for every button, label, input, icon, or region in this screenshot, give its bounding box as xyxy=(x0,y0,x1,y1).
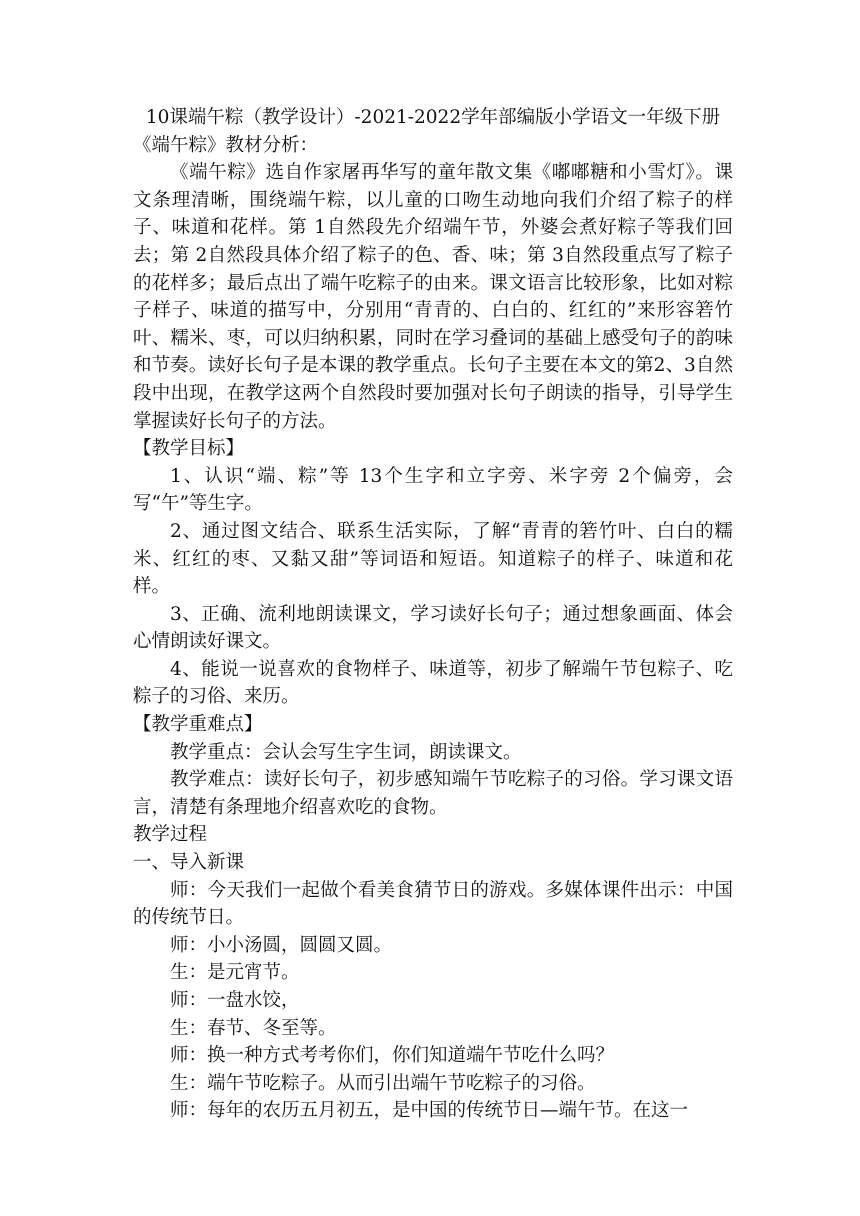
analysis-heading: 《端午粽》教材分析： xyxy=(133,134,319,156)
dialogue-line: 生：是元宵节。 xyxy=(170,962,300,984)
keypoints-heading: 【教学重难点】 xyxy=(133,714,263,736)
document-title: 10课端午粽（教学设计）-2021-2022学年部编版小学语文一年级下册 xyxy=(145,107,721,128)
goal-item-2: 2、通过图文结合、联系生活实际，了解“青青的箬竹叶、白白的糯米、红红的枣、又黏又甜”等词语和短语。知道粽子的样子、味道和花样。 xyxy=(133,520,733,598)
goal-item-4: 4、能说一说喜欢的食物样子、味道等，初步了解端午节包粽子、吃粽子的习俗、来历。 xyxy=(133,658,733,708)
analysis-paragraph: 《端午粽》选自作家屠再华写的童年散文集《嘟嘟糖和小雪灯》。课文条理清晰，围绕端午粽，以儿童的口吻生动地向我们介绍了粽子的样子、味道和花样。第 1自然段先介绍端午节，外婆会煮好粽子等我们回去；第 2自然段具体介绍了粽子的色、香、味；第 3自然段重点写了粽子的花样多；最后点出了端午吃粽子的由来。课文语言比较形象，比如对粽子样子、味道的描写中，分别用“青青的、白白的、红红的”来形容箬竹叶、糯米、枣，可以归纳积累，同时在学习叠词的基础上感受句子的韵味和节奏。读好长句子是本课的教学重点。长句子主要在本文的第2、3自然段中出现，在教学这两个自然段时要加强对长句子朗读的指导，引导学生掌握读好长句子的方法。 xyxy=(133,162,733,432)
goals-heading: 【教学目标】 xyxy=(133,438,245,460)
section-intro-heading: 一、导入新课 xyxy=(133,852,245,874)
keypoint-focus: 教学重点：会认会写生字生词，朗读课文。 xyxy=(170,741,522,763)
dialogue-line: 师：一盘水饺， xyxy=(170,990,300,1011)
dialogue-line: 师：换一种方式考考你们，你们知道端午节吃什么吗？ xyxy=(170,1045,615,1067)
process-heading: 教学过程 xyxy=(133,824,208,846)
dialogue-line: 师：每年的农历五月初五，是中国的传统节日—端午节。在这一 xyxy=(170,1100,689,1122)
dialogue-line: 师：今天我们一起做个看美食猜节日的游戏。多媒体课件出示：中国的传统节日。 xyxy=(133,879,733,929)
keypoint-difficulty: 教学难点：读好长句子，初步感知端午节吃粽子的习俗。学习课文语言，清楚有条理地介绍喜欢吃的食物。 xyxy=(133,769,733,818)
dialogue-line: 生：端午节吃粽子。从而引出端午节吃粽子的习俗。 xyxy=(170,1072,596,1094)
dialogue-line: 生：春节、冬至等。 xyxy=(170,1017,337,1039)
goal-item-1: 1、认识“端、粽”等 13个生字和立字旁、米字旁 2个偏旁，会写“午”等生字。 xyxy=(133,465,733,515)
document-page xyxy=(133,104,733,1125)
goal-item-3: 3、正确、流利地朗读课文，学习读好长句子；通过想象画面、体会心情朗读好课文。 xyxy=(133,603,733,653)
dialogue-line: 师：小小汤圆，圆圆又圆。 xyxy=(170,934,393,956)
